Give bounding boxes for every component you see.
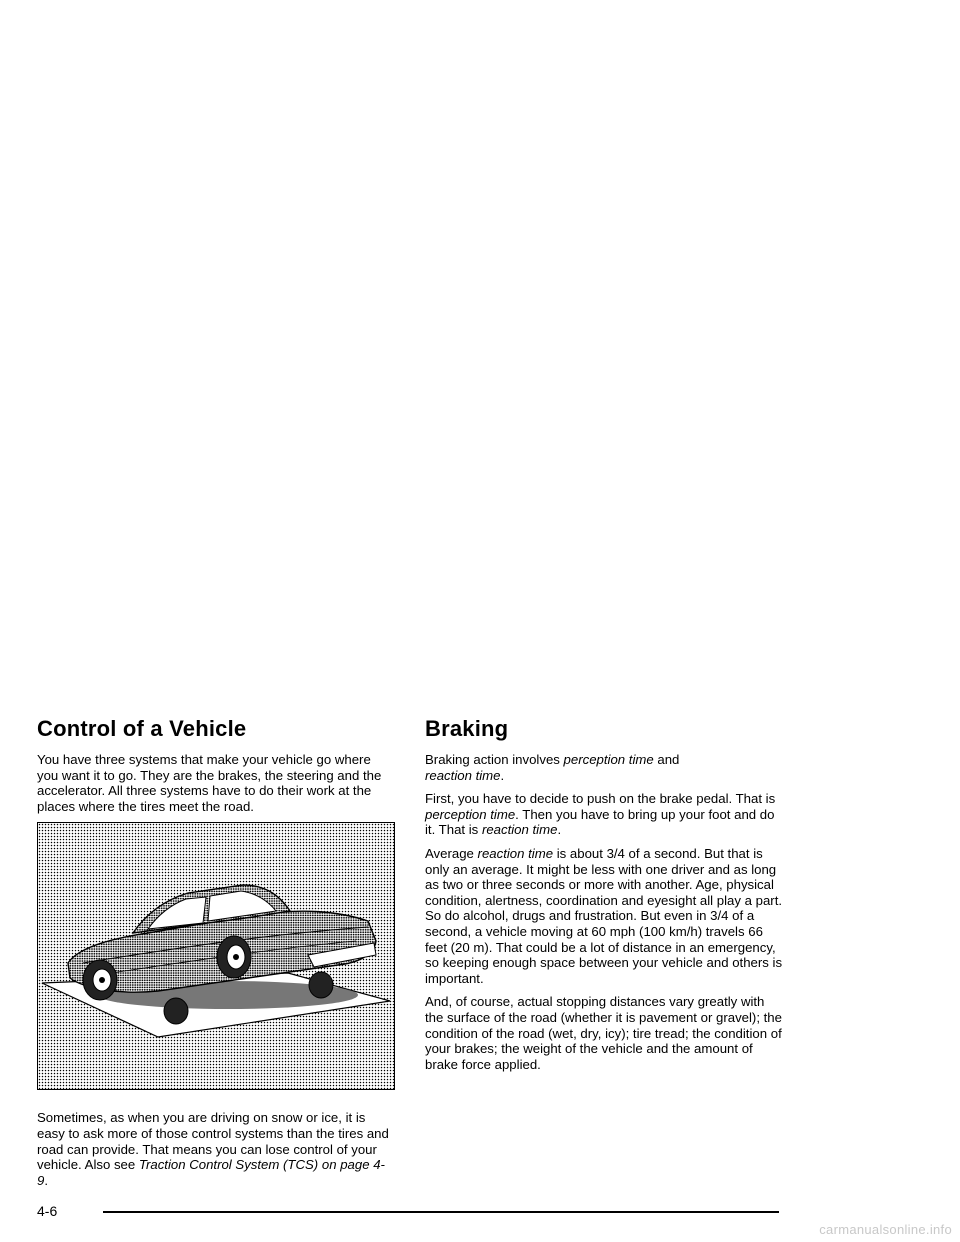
car-illustration [37,822,395,1090]
braking-paragraph-1: Braking action involves perception time and reaction time. [425,752,680,783]
tcs-reference-link[interactable]: Traction Control System (TCS) on page 4-9 [37,1157,385,1188]
right-column [425,716,783,1080]
braking-paragraph-3: Average reaction time is about 3/4 of a second. But that is only an average. It might be less with one driver and as long as two or three seconds or more with another. Age, physical condition, alertness, coordination and eyesight all play a part. So do alcohol, drugs and frustration. But even in 3/4 of a second, a vehicle moving at 60 mph (100 km/h) travels 66 feet (20 m). That could be a lot of distance in an emergency, so keeping enough space between your vehicle and others is important. [425,845,783,986]
rear-wheel [217,936,251,978]
control-warning-paragraph: Sometimes, as when you are driving on snow or ice, it is easy to ask more of those control systems than the tires and road can provide. That means you can lose control of your vehicle. Also see Traction Control System (TCS) on page 4-9. [37,1110,389,1188]
section-title-braking: Braking [425,716,509,741]
braking-paragraph-2: First, you have to decide to push on the brake pedal. That is perception time. Then you have to bring up your foot and do it. That is reaction time. [425,791,776,838]
left-column [37,716,395,1196]
site-watermark: carmanualsonline.info [819,1222,952,1237]
page-number: 4-6 [37,1203,58,1219]
control-intro-paragraph: You have three systems that make your vehicle go where you want it to go. They are the brakes, the steering and the accelerator. All three systems have to do their work at the places where the tires meet the road. [37,752,382,814]
footer-divider [103,1211,779,1213]
braking-paragraph-4: And, of course, actual stopping distances vary greatly with the surface of the road (whether it is pavement or gravel); the condition of the road (wet, dry, icy); tire tread; the condition of your brakes; the weight of the vehicle and the amount of brake force applied. [425,994,782,1072]
section-title-control: Control of a Vehicle [37,716,247,741]
front-wheel [83,960,117,1000]
